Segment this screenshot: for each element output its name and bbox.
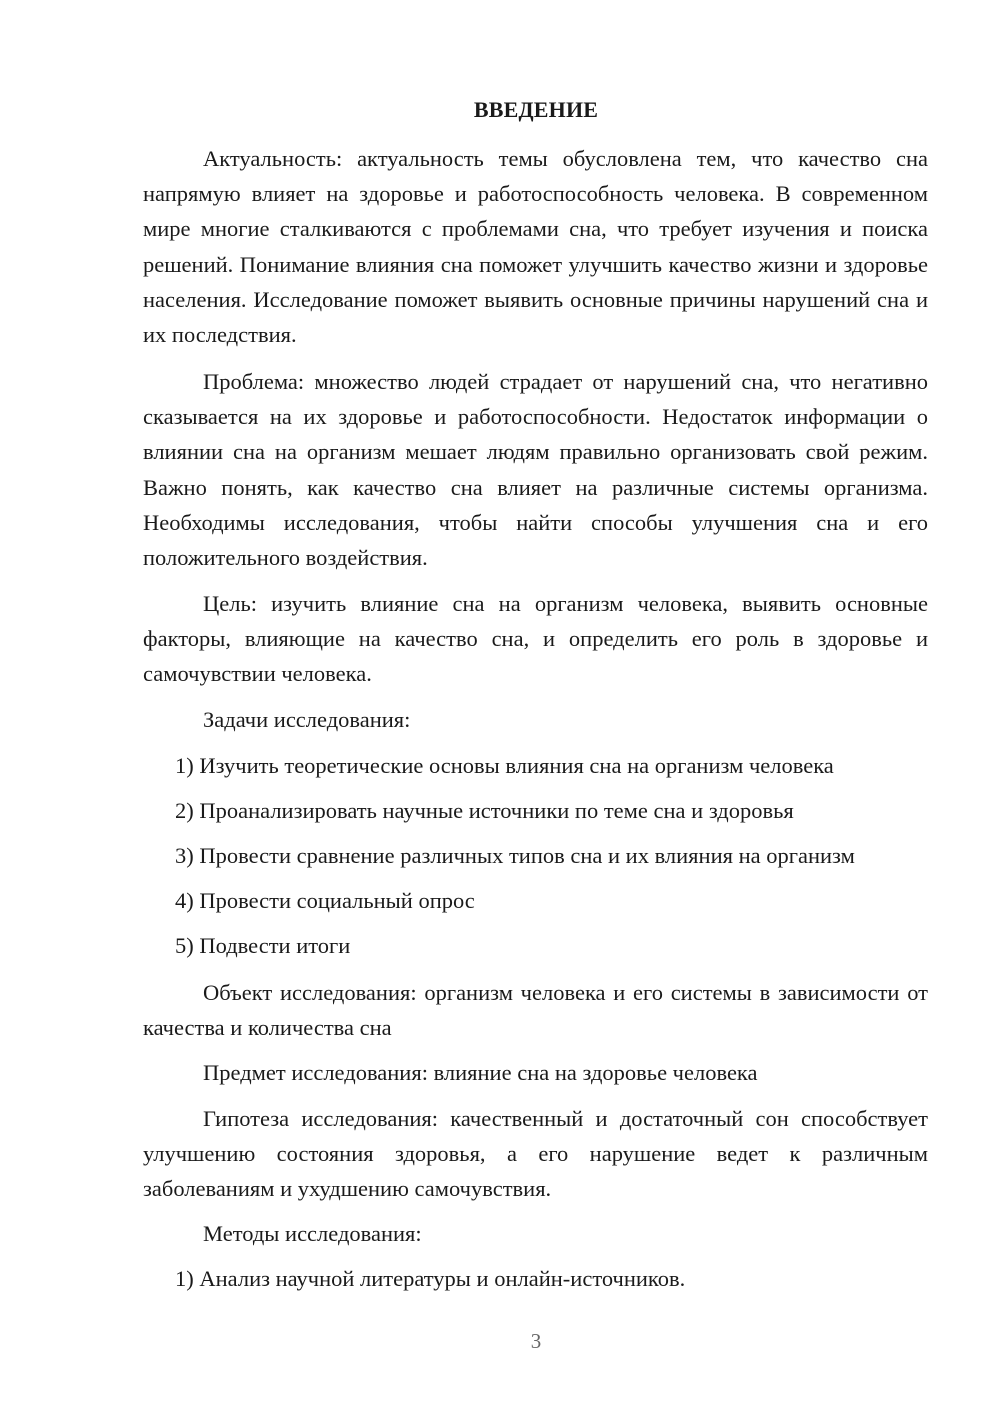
task-item: 3) Провести сравнение различных типов сна и их влияния на организм bbox=[175, 843, 855, 868]
methods-heading: Методы исследования: bbox=[203, 1221, 422, 1246]
page-number: 3 bbox=[530, 1329, 542, 1353]
task-item: 5) Подвести итоги bbox=[175, 933, 351, 958]
hypothesis-paragraph: Гипотеза исследования: качественный и достаточный сон способствует улучшению состояния здоровья, а его нарушение ведет к различным заболеваниям и ухудшению самочувствия. bbox=[143, 1106, 928, 1202]
section-heading: ВВЕДЕНИЕ bbox=[473, 97, 599, 122]
problem-paragraph: Проблема: множество людей страдает от нарушений сна, что негативно сказывается на их здоровье и работоспособности. Недостаток информации о влиянии сна на организм мешает людям правильно организовать свой режим. Важно понять, как качество сна влияет на различные системы организма. Необходимы исследования, чтобы найти способы улучшения сна и его положительного воздействия. bbox=[143, 369, 928, 571]
object-paragraph: Объект исследования: организм человека и его системы в зависимости от качества и количества сна bbox=[143, 980, 928, 1041]
task-item: 1) Изучить теоретические основы влияния сна на организм человека bbox=[175, 753, 834, 778]
subject-line: Предмет исследования: влияние сна на здоровье человека bbox=[203, 1060, 758, 1085]
method-item: 1) Анализ научной литературы и онлайн-источников. bbox=[175, 1266, 686, 1291]
relevance-paragraph: Актуальность: актуальность темы обусловлена тем, что качество сна напрямую влияет на здоровье и работоспособность человека. В современном мире многие сталкиваются с проблемами сна, что требует изучения и поиска решений. Понимание влияния сна поможет улучшить качество жизни и здоровье населения. Исследование поможет выявить основные причины нарушений сна и их последствия. bbox=[143, 146, 928, 348]
goal-paragraph: Цель: изучить влияние сна на организм человека, выявить основные факторы, влияющие на качество сна, и определить его роль в здоровье и самочувствии человека. bbox=[143, 591, 928, 687]
tasks-heading: Задачи исследования: bbox=[203, 707, 411, 732]
task-item: 4) Провести социальный опрос bbox=[175, 888, 475, 913]
task-item: 2) Проанализировать научные источники по теме сна и здоровья bbox=[175, 798, 794, 823]
